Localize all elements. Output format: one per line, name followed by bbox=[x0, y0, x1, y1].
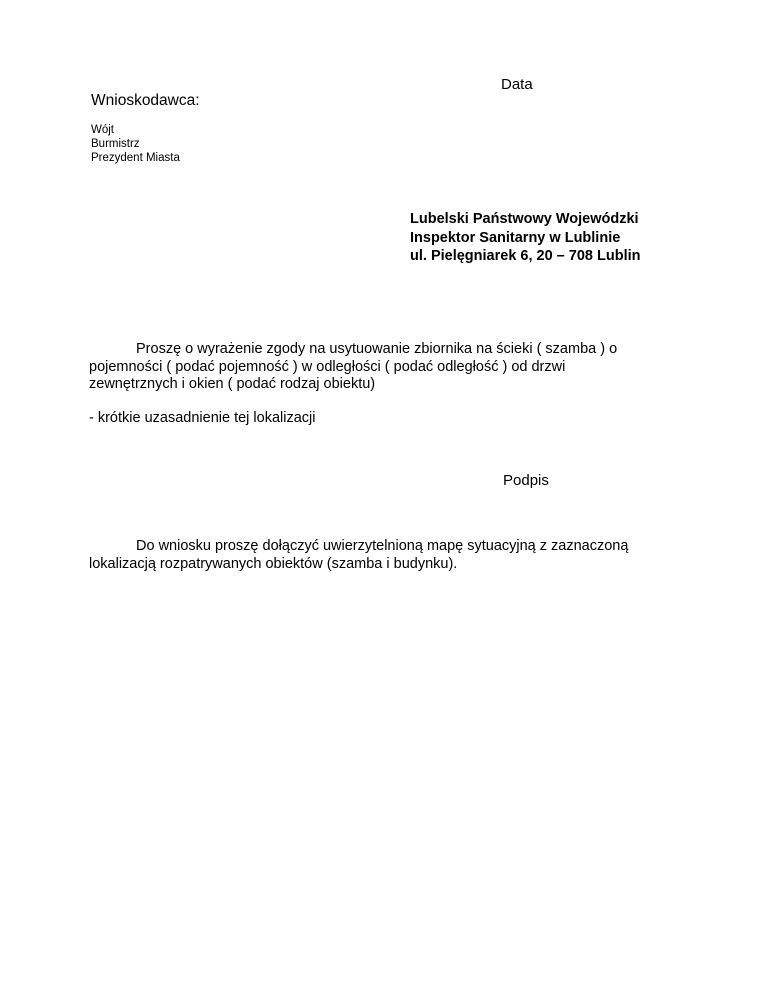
signature-label: Podpis bbox=[503, 472, 549, 489]
applicant-option-wojt: Wójt bbox=[91, 124, 114, 136]
date-label: Data bbox=[501, 76, 533, 93]
recipient-line-2: Inspektor Sanitarny w Lublinie bbox=[410, 229, 621, 246]
attachment-paragraph bbox=[89, 538, 628, 573]
recipient-address bbox=[410, 210, 641, 266]
justification-text bbox=[89, 410, 315, 428]
applicant-option-burmistrz: Burmistrz bbox=[91, 138, 140, 150]
recipient-line-3: ul. Pielęgniarek 6, 20 – 708 Lublin bbox=[410, 248, 641, 264]
attachment-line-2: lokalizacją rozpatrywanych obiektów (szamba i budynku). bbox=[89, 555, 458, 572]
recipient-line-1: Lubelski Państwowy Wojewódzki bbox=[410, 211, 639, 227]
applicant-label: Wnioskodawca: bbox=[91, 92, 200, 109]
request-line-2: pojemności ( podać pojemność ) w odległości ( podać odległość ) od drzwi bbox=[89, 358, 566, 375]
request-paragraph bbox=[89, 341, 617, 394]
applicant-options bbox=[91, 123, 180, 165]
request-line-3: zewnętrznych i okien ( podać rodzaj obiektu) bbox=[89, 376, 376, 392]
justification-line: - krótkie uzasadnienie tej lokalizacji bbox=[89, 410, 316, 426]
attachment-line-1: Do wniosku proszę dołączyć uwierzytelnioną mapę sytuacyjną z zaznaczoną bbox=[136, 538, 629, 554]
request-line-1: Proszę o wyrażenie zgody na usytuowanie zbiornika na ścieki ( szamba ) o bbox=[136, 341, 618, 357]
applicant-option-prezydent: Prezydent Miasta bbox=[91, 152, 180, 164]
